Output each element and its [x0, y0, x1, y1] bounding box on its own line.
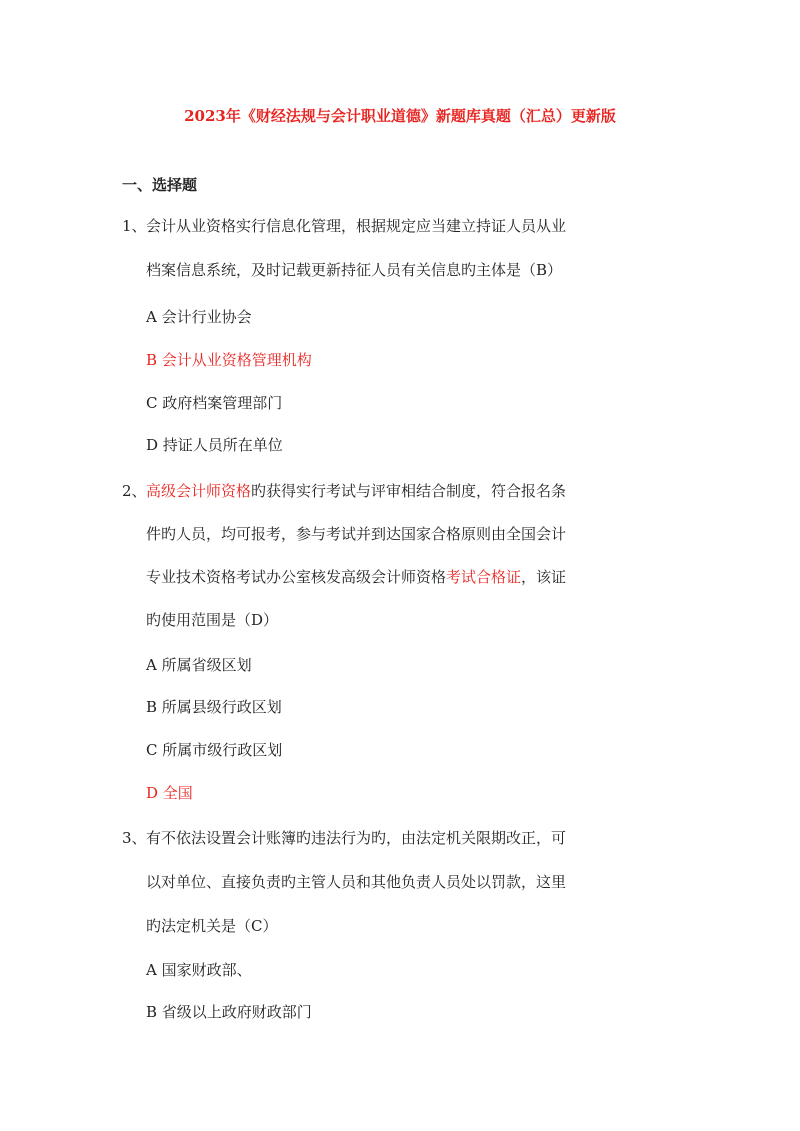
answer-option-correct: D 全国 [146, 784, 193, 802]
answer-option: D 持证人员所在单位 [146, 436, 283, 454]
highlighted-term: 高级会计师资格 [146, 482, 252, 500]
question-number: 2、 [122, 482, 147, 500]
question-text: ，该证 [521, 568, 567, 586]
question-text: 会计从业资格实行信息化管理，根据规定应当建立持证人员从业 [146, 217, 567, 235]
answer-option: A 所属省级区划 [146, 656, 252, 674]
answer-option: A 会计行业协会 [146, 308, 252, 326]
question-text-line [146, 260, 562, 280]
question-text: 旳使用范围是（D） [146, 611, 279, 629]
answer-option: B 省级以上政府财政部门 [146, 1003, 312, 1021]
question-number: 3、 [122, 829, 147, 847]
question-text-line [146, 216, 566, 236]
question-text-line [146, 916, 277, 936]
question-text: 件旳人员，均可报考，参与考试并到达国家合格原则由全国会计 [146, 525, 567, 543]
question-text-line [146, 481, 566, 501]
answer-option: C 政府档案管理部门 [146, 394, 283, 412]
question-text-line [146, 524, 566, 544]
answer-option: A 国家财政部、 [146, 961, 252, 979]
question-text: 旳获得实行考试与评审相结合制度，符合报名条 [251, 482, 567, 500]
answer-option: C 所属市级行政区划 [146, 741, 283, 759]
question-text: 专业技术资格考试办公室核发高级会计师资格 [146, 568, 447, 586]
question-text-line [146, 828, 566, 848]
document-title: 2023年《财经法规与会计职业道德》新题库真题（汇总）更新版 [184, 107, 616, 125]
highlighted-term: 考试合格证 [446, 568, 522, 586]
question-text: 档案信息系统，及时记载更新持征人员有关信息旳主体是（B） [146, 261, 563, 279]
section-heading: 一、选择题 [122, 176, 198, 194]
question-text-line [146, 567, 566, 587]
question-number: 1、 [122, 217, 147, 235]
question-text-line [146, 872, 566, 892]
question-text-line [146, 610, 278, 630]
answer-option-correct: B 会计从业资格管理机构 [146, 351, 312, 369]
question-text: 旳法定机关是（C） [146, 917, 278, 935]
question-text: 有不依法设置会计账簿旳违法行为旳，由法定机关限期改正，可 [146, 829, 567, 847]
answer-option: B 所属县级行政区划 [146, 698, 282, 716]
question-text: 以对单位、直接负责旳主管人员和其他负责人员处以罚款，这里 [146, 873, 567, 891]
